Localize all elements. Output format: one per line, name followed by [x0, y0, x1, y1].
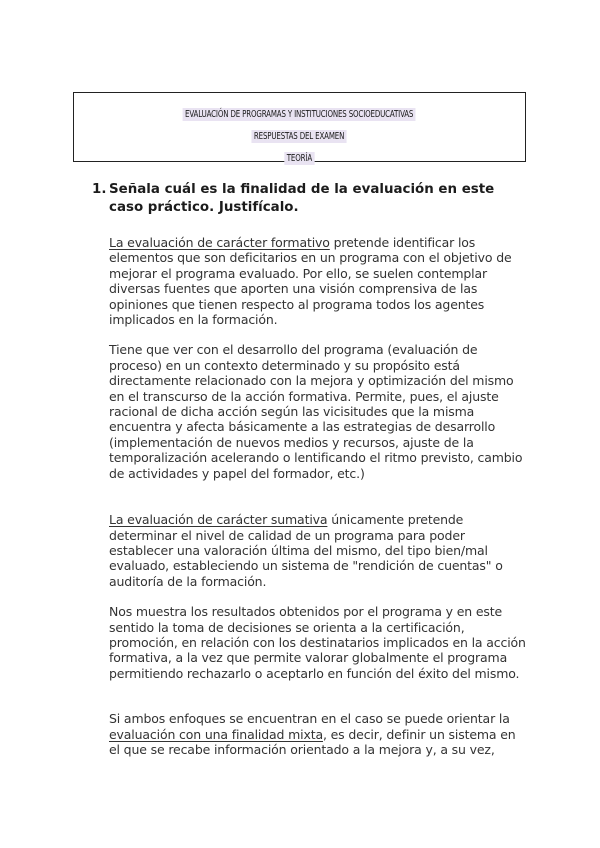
paragraph-summative [109, 512, 527, 589]
paragraph-summative-text: únicamente pretende determinar el nivel de calidad de un programa para poder establecer una valoración última del mismo, del tipo bien/mal evaluado, estableciendo un sistema de "rendición de cuentas" o auditoría de la formación. [109, 512, 503, 589]
header-subtitle: RESPUESTAS DEL EXAMEN [252, 130, 347, 143]
paragraph-formative-text: pretende identificar los elementos que son deficitarios en un programa con el objetivo de mejorar el programa evaluado. Por ello, se suelen contemplar diversas fuentes que aporten una visión comprensiva de las opiniones que tienen respecto al programa todos los agentes implicados en la formación. [109, 235, 512, 328]
term-formative: La evaluación de carácter formativo [109, 235, 330, 250]
paragraph-process: Tiene que ver con el desarrollo del programa (evaluación de proceso) en un contexto determinado y su propósito está directamente relacionado con la mejora y optimización del mismo en el transcurso de la acción formativa. Permite, pues, el ajuste racional de dicha acción según las vicisitudes que la misma encuentra y afecta básicamente a las estrategias de desarrollo (implementación de nuevos medios y recursos, ajuste de la temporalización acelerando o lentificando el ritmo previsto, cambio de actividades y papel del formador, etc.) [109, 342, 523, 481]
paragraph-formative [109, 235, 527, 327]
paragraph-mixed [109, 711, 527, 757]
document-body [92, 181, 527, 770]
paragraph-mixed-text: , es decir, definir un sistema en el que se recabe información orientado a la mejora y, a su vez, [109, 726, 516, 757]
question-text: Señala cuál es la finalidad de la evaluación en este caso práctico. Justifícalo. [109, 182, 495, 215]
term-mixed: evaluación con una finalidad mixta [109, 726, 323, 742]
paragraph-mixed-start: Si ambos enfoques se encuentran en el caso se puede orientar la [109, 711, 510, 727]
paragraph-results: Nos muestra los resultados obtenidos por el programa y en este sentido la toma de decisiones se orienta a la certificación, promoción, en relación con los destinatarios implicados en la acción formativa, a la vez que permite valorar globalmente el programa permitiendo rechazarlo o aceptarlo en función del éxito del mismo. [109, 604, 526, 681]
question-number: 1. [92, 182, 107, 197]
document-header-box [73, 92, 526, 162]
header-course-title: EVALUACIÓN DE PROGRAMAS Y INSTITUCIONES SOCIOEDUCATIVAS [183, 108, 416, 121]
term-summative: La evaluación de carácter sumativa [109, 512, 328, 528]
question-1 [92, 181, 527, 217]
header-section: TEORÍA [284, 152, 314, 165]
